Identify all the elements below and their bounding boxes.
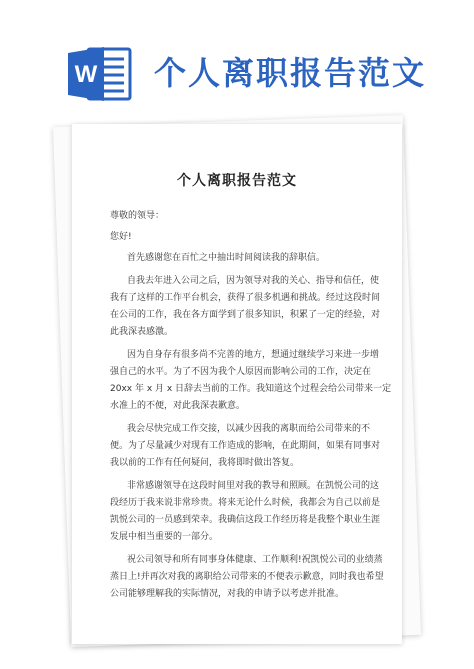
body-line: 首先感谢您在百忙之中抽出时间阅读我的辞职信。 — [127, 253, 326, 263]
body-line: 此我深表感激。 — [110, 327, 174, 337]
body-line: 我以前的工作有任何疑问，我将即时做出答复。 — [110, 458, 300, 468]
salutation: 尊敬的领导： — [110, 211, 165, 221]
banner-title: 个人离职报告范文 — [154, 54, 427, 92]
body-line: 蒸日上!并再次对我的离职给公司带来的不便表示歉意，同时我也希望 — [110, 572, 384, 582]
body-line: 我会尽快完成工作交接，以减少因我的离职而给公司带来的不 — [127, 424, 371, 434]
body-line: 发展中相当重要的一部分。 — [110, 532, 219, 542]
document-title: 个人离职报告范文 — [177, 173, 297, 189]
body-line: 我有了这样的工作平台机会，获得了很多机遇和挑战。经过这段时间 — [110, 293, 381, 303]
body-line: 段经历于我来说非常珍贵。将来无论什么时候，我都会为自己以前是 — [110, 498, 381, 508]
body-line: 强自己的水平。为了不因为我个人原因而影响公司的工作，决定在 — [110, 367, 372, 377]
body-line: 便。为了尽量减少对现有工作造成的影响，在此期间，如果有同事对 — [110, 441, 381, 451]
body-line: 水准上的不便，对此我深表歉意。 — [110, 401, 246, 411]
body-line: 非常感谢领导在这段时间里对我的教导和照顾。在凯悦公司的这 — [127, 481, 380, 491]
body-line: 20xx 年 x 月 x 日辞去当前的工作。我知道这个过程会给公司带来一定 — [110, 384, 392, 394]
body-line: 凯悦公司的一员感到荣幸。我确信这段工作经历将是我整个职业生涯 — [110, 515, 381, 525]
body-line: 自我去年进入公司之后，因为领导对我的关心、指导和信任，使 — [127, 276, 380, 286]
body-line: 祝公司领导和所有同事身体健康、工作顺利!祝凯悦公司的业绩蒸 — [127, 555, 383, 565]
body-line: 在公司的工作，我在各方面学到了很多知识，积累了一定的经验，对 — [110, 310, 381, 320]
document-page — [72, 124, 402, 644]
body-line: 公司能够理解我的实际情况，对我的申请予以考虑并批准。 — [110, 589, 345, 599]
word-icon-letter: W — [74, 61, 98, 88]
body-line: 因为自身存有很多尚不完善的地方，想通过继续学习来进一步增 — [127, 350, 380, 360]
greeting: 您好! — [110, 232, 132, 242]
